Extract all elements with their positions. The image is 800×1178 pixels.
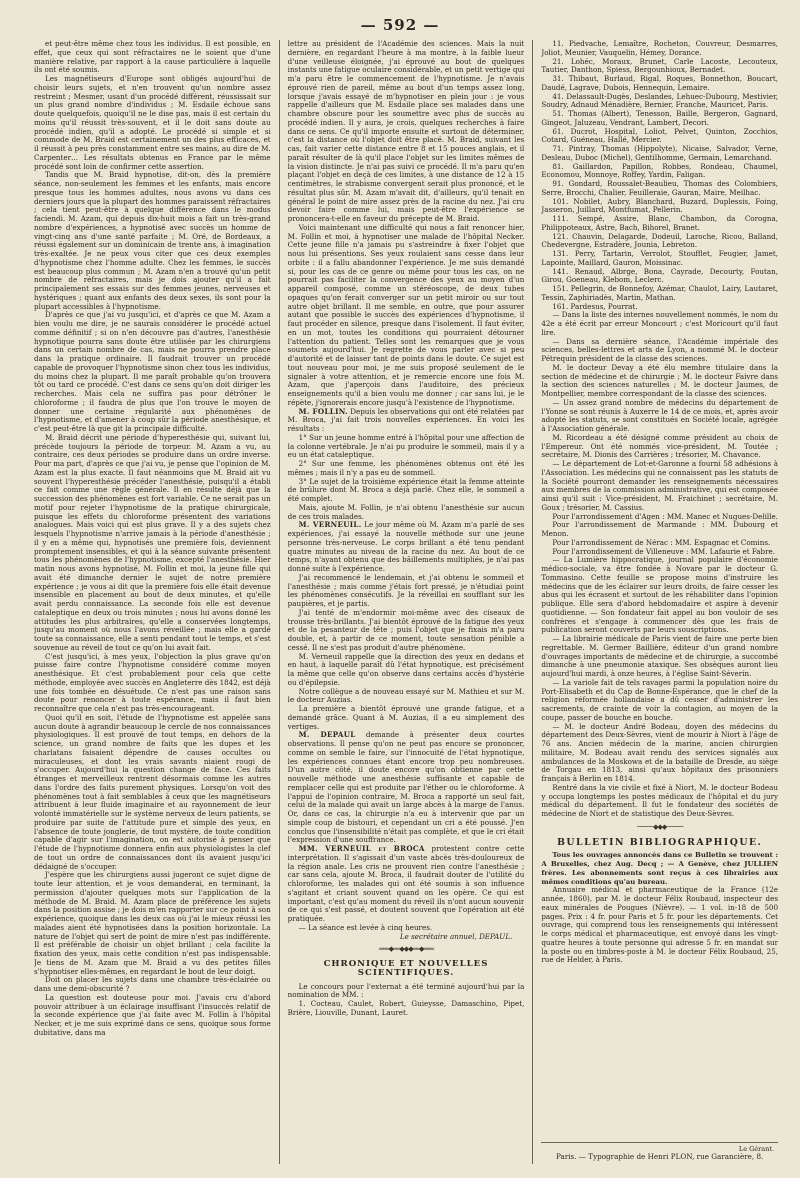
broca-speech — [288, 40, 525, 408]
column1-paragraph-6: C'est jusqu'ici, à mes yeux, l'objection la plus grave qu'on puisse faire contre l'hypnotisme considéré comme moyen anesthésique. Et c'est probablement pour cela que cette méthode, employée avec succès en Angleterre dès 1842, est déjà une fois tombée en désuétude. Ce n'est pas une raison sans doute pour renoncer à toute espérance, mais il faut bien reconnaître que cela n'est pas très-encourageant. — [34, 651, 271, 713]
column1-paragraph-5: M. Braid décrit une période d'hyperesthésie qui, suivant lui, précède toujours la période de torpeur. M. Azam a vu, au contraire, ces deux périodes se produire dans un ordre inverse. Pour ma part, d'après ce que j'ai vu, je pense que l'opinion de M. Azam est la plus exacte. Il faut néanmoins que M. Braid ait vu souvent l'hyperesthésie précéder l'anesthésie, puisqu'il a établi ce fait comme une règle générale. Il en résulte déjà que la succession des phénomènes est fort variable. Ce ne serait pas un motif pour rejeter l'hypnotisme de la pratique chirurgicale, puisque les effets du chloroforme présentent des variations analogues. Mais voici qui est plus grave. Il y a des sujets chez lesquels l'hypnotisme n'arrive jamais à la période d'anesthésie ; il y en a même qui, hypnotisés une première fois, deviennent promptement insensibles, et qui à la séance suivante présentent tous les phénomènes de l'hypnotisme, excepté l'anesthésie. Hier matin nous avons hypnotisé, M. Follin et moi, la jeune fille qui avait été dimanche dernier le sujet de notre première expérience ; je vous ai dit que la première fois elle était devenue insensible en placement au bout de deux minutes, et qu'elle avait perdu connaissance. La seconde fois elle est devenue cataleptique en deux ou trois minutes ; nous lui avons donné les attitudes les plus arbitraires, qu'elle a conservées longtemps, jusqu'au moment où nous l'avons réveillée ; mais elle a gardé toute sa connaissance, elle a senti pendant tout le temps, et s'est souvenue au réveil de tout ce qu'on lui avait fait. — [34, 432, 271, 652]
depaul-para: M. DEPAUL demande à présenter deux courtes observations. Il pense qu'on ne peut pas encore se prononcer, comme on semble le faire, sur l'innocuité de l'état hypnotique, les expériences connues étant encore trop peu nombreuses. D'un autre côté, il doute encore qu'on obtienne par cette nouvelle méthode une anesthésie suffisante et capable de remplacer celle qui est produite par l'éther ou le chloroforme. A l'appui de l'opinion contraire, M. Broca a rapporté un seul fait, celui de la malade qui avait un large abcès à la marge de l'anus. Or, dans ce cas, la chirurgie n'a eu à intervenir que par un simple coup de bistouri, et cependant un cri a été poussé. J'en conclus que l'insensibilité n'était pas complète, et que le cri était l'expression d'une souffrance. — [287, 730, 525, 845]
column3-paragraph-10: 101. Nobilet, Aubry, Blanchard, Buzard, Duplessis, Foing, Jasseron, Juillard, Montfumat, Pellerin. — [541, 196, 779, 215]
gerant-label: Le Gérant. — [738, 1144, 775, 1153]
verneuil-intro: M. VERNEUIL. Le jour même où M. Azam m'a parlé de ses expériences, j'ai essayé la nouvelle méthode sur une jeune personne très-nerveuse. Le corps brillant a été tenu pendant quatre minutes au niveau de la racine du nez. Au bout de ce temps, n'ayant obtenu que des bâillements multipliés, je n'ai pas donné suite à l'expérience. — [287, 520, 525, 573]
chronicle-intro: Le concours pour l'externat a été terminé aujourd'hui par la nomination de MM. : — [287, 981, 525, 1000]
column3-paragraph-21: M. Ricordeau a été désigné comme président au choix de l'Empereur. Ont été nommés vice-président, M. Toutée ; secrétaire, M. Dionis des Carrières ; trésorier, M. Chavance. — [541, 432, 779, 460]
column3-paragraph-14: 141. Renaud, Albrge, Bona, Cayrade, Decourty, Foutan, Girou, Goeneau, Klebom, Leclerc. — [541, 266, 779, 285]
verneuil-para-4: M. Verneuil rappelle que la direction des yeux en dedans et en haut, à laquelle paraît dû l'état hypnotique, est précisément la même que celle qu'on observe dans certains accès d'hystérie ou d'épilepsie. — [287, 651, 525, 687]
column3-paragraph-29: — La variole fait de tels ravages parmi la population noire du Port-Elisabeth et du Cap de Bonne-Espérance, que le chef de la religion réformée hollandaise a dû cesser d'administrer les sacrements, de crainte de voir la contagion, au moyen de la coupe, passer de bouche en bouche. — [541, 677, 779, 722]
closing-line: — La séance est levée à cinq heures. — [298, 922, 433, 932]
follin-item-1: 1° Sur un jeune homme entré à l'hôpital pour une affection de la colonne vertébrale. Je n'ai pu produire le sommeil, mais il y a eu un état cataleptique. — [287, 432, 525, 460]
verneuil-para-5: Notre collègue a de nouveau essayé sur M. Mathieu et sur M. le docteur Auzias. — [287, 686, 525, 705]
column1-paragraph-2: Les magnétiseurs d'Europe sont obligés aujourd'hui de choisir leurs sujets, et n'en trouvent qu'un nombre assez restreint ; Mesmer, usant d'un procédé différent, réussissait sur un plus grand nombre d'individus ; M. Esdaile échoue sans doute quelquefois, quoiqu'il ne le dise pas, mais il est certain du moins qu'il réussit très-souvent, et il le doit sans doute au procédé indien, qu'il a adopté. Le procédé si simple et si commode de M. Braid est certainement un des plus efficaces, et il réussit à peu près constamment entre ses mains, au dire de M. Carpenter… Les résultats obtenus en France par le même procédé sont loin de confirmer cette assertion. — [34, 74, 271, 171]
printer-line: Paris. — Typographie de Henri PLON, rue Garancière, 8. — [556, 1152, 764, 1162]
columns — [34, 40, 778, 1164]
column3-paragraph-7: 71. Pintray, Thomas (Hippolyte), Nicaise, Salvador, Verne, Desleau, Duboc (Michel), Gentilhomme, Germain, Lemarchand. — [541, 144, 779, 162]
column3-paragraph-25: Pour l'arrondissement de Nérac : MM. Espagnac et Comins. — [552, 537, 771, 547]
column3-paragraph-9: 91. Gondard, Roussalet-Beaulieu, Thomas des Colombiers, Serre, Brocchi, Chalier, Feuilleraie, Gauran, Maire, Meilhac. — [541, 179, 779, 197]
column-3-text — [541, 40, 778, 1136]
chronicle-title: CHRONIQUE ET NOUVELLES SCIENTIFIQUES. — [323, 959, 489, 978]
follin-intro: M. FOLLIN. Depuis les observations qui ont été relatées par M. Broca, j'ai fait trois nouvelles expériences. En voici les résultats : — [287, 406, 525, 433]
column3-paragraph-18: — Dans sa dernière séance, l'Académie impériale des sciences, belles-lettres et arts de Lyon, a nommé M. le docteur Pétrequin président de la classe des sciences. — [541, 336, 779, 363]
column3-paragraph-22: — Le département de Lot-et-Garonne a fourni 58 adhésions à l'Association. Les médecins qui ne connaissent pas les statuts de la Société pourront demander les renseignements nécessaires aux membres de la commission administrative, qui est composée ainsi qu'il suit : Vice-président, M. Fraichinet ; secrétaire, M. Goux ; trésorier, M. Cassius. — [541, 459, 779, 512]
column3-paragraph-31: Rentré dans la vie civile et fixé à Niort, M. le docteur Bodeau y occupa longtemps les postes médicaux de l'hôpital et du jury médical du département. Il fut le fondateur des sociétés de médecine de Niort et de statistique des Deux-Sèvres. — [541, 782, 779, 818]
verneuil-para-2: J'ai recommencé le lendemain, et j'ai obtenu le sommeil et l'anesthésie ; mais comme j'étais fort pressé, je n'étudiai point les phénomènes consécutifs. Je la réveillai en soufflant sur les paupières, et je partis. — [287, 572, 525, 608]
column3-paragraph-1: 11. Piedvache, Lemaître, Rocheton, Couvreur, Desmarres, Joliot, Meunier, Vauquelin, Hémey, Dorance. — [541, 40, 779, 57]
column-divider — [532, 40, 533, 1164]
column3-paragraph-3: 31. Thibaut, Burlaud, Rigal, Roques, Bonnethon, Boucart, Daudé, Lagrave, Dubois, Hennequin, Lemaire. — [541, 74, 779, 92]
column3-paragraph-30: — M. le docteur André Bodeau, doyen des médecins du département des Deux-Sèvres, vient de mourir à Niort à l'âge de 76 ans. Ancien médecin de la marine, ancien chirurgien militaire, M. Bodeau avait rendu des services signalés aux ambulances de la Moskowa et de la bataille de Dresde, au siège de Torgau en 1813, ainsi qu'aux hôpitaux des prisonniers français à Berlin en 1814. — [541, 721, 779, 783]
column3-paragraph-24: Pour l'arrondissement de Marmande : MM. Dubourg et Menon. — [541, 520, 779, 538]
speaker-verneuil-broca: MM. VERNEUIL et BROCA — [298, 844, 425, 853]
column3-paragraph-11: 111. Sempé, Assire, Blanc, Chambon, da Corogna, Philippoteaux, Astre, Bach, Bihorel, Branet. — [541, 214, 779, 232]
column-1 — [34, 40, 271, 1164]
column2-paragraph-2: Voici maintenant une difficulté qui nous a fait renoncer hier, M. Follin et moi, à hypnotiser une malade de l'hôpital Necker. Cette jeune fille n'a jamais pu s'astreindre à fixer l'objet que nous lui présentions. Ses yeux roulaient sans cesse dans leur orbite : il a fallu abandonner l'expérience. Je me suis demandé si, pour les cas de ce genre ou même pour tous les cas, on ne pourrait pas faciliter la convergence des yeux au moyen d'un appareil composé, comme un stéréoscope, de deux tubes opaques qu'on ferait converger sur un petit miroir ou sur tout autre objet brillant. Il me semble, en outre, que pour assurer autant que possible le succès des expériences d'hypnotisme, il faut procéder en silence, presque dans l'isolement. Il faut éviter, en un mot, toutes les conditions qui pourraient détourner l'attention du patient. Telles sont les remarques que je vous soumets aujourd'hui. Je regrette de vous parler avec si peu d'autorité et de laisser tant de points dans le doute. Ce sujet est tout nouveau pour moi, je me suis proposé seulement de le signaler à votre attention, et je remercie encore une fois M. Azam, que j'aperçois dans l'auditoire, des précieux enseignements qu'il a bien voulu me donner ; car sans lui, je le répète, j'ignorerais encore jusqu'à l'existence de l'hypnotisme. — [287, 222, 525, 407]
column1-paragraph-10: La question est douteuse pour moi. J'avais cru d'abord pouvoir attribuer à un éclairage insuffisant l'insuccès relatif de la seconde expérience que j'ai faite avec M. Follin à l'hôpital Necker, et je me suis exprimé dans ce sens, quoique sous forme dubitative, dans ma — [34, 992, 271, 1037]
bulletin-entry: Annuaire médical et pharmaceutique de la France (12e année, 1860), par M. le docteur Félix Roubaud, inspecteur des eaux minérales de Pougues (Nièvre). — 1 vol. in-18 de 500 pages. Prix : 4 fr. pour Paris et 5 fr. pour les départements. Cet ouvrage, qui comprend tous les renseignements qui intéressent le corps médical et pharmaceutique, est envoyé dans les vingt-quatre heures à toute personne qui adresse 5 fr. en mandat sur la poste ou en timbres-poste à M. le docteur Félix Roubaud, 25, rue de Helder, à Paris. — [541, 885, 779, 965]
verneuil-para-3: J'ai tenté de m'endormir moi-même avec des ciseaux de trousse très-brillants. J'ai bientôt éprouvé de la fatigue des yeux et de la pesanteur de tête ; puis l'objet que je fixais m'a paru double, et, à partir de ce moment, toute sensation pénible a cessé. Il ne s'est pas produit d'autre phénomène. — [287, 607, 525, 652]
news-list — [541, 40, 778, 819]
column1-paragraph-3: Tandis que M. Braid hypnotise, dit-on, dès la première séance, non-seulement les femmes et les enfants, mais encore presque tous les hommes adultes, nous avons vu dans ces derniers jours que la plupart des hommes paraissent réfractaires ; cela tient peut-être à quelque différence dans le modus faciendi. M. Azam, qui depuis dix-huit mois a fait un très-grand nombre d'expériences, a hypnotisé avec succès un homme de vingt-cinq ans d'une santé parfaite ; M. Oré, de Bordeaux, a réussi également sur un dominicain de trente ans, à imagination très-exaltée. Je ne peux vous citer que ces deux exemples d'hypnotisme chez l'homme adulte. Chez les femmes, le succès est beaucoup plus commun ; M. Azam n'en a trouvé qu'un petit nombre de réfractaires, mais je dois ajouter qu'il a fait principalement ses essais sur des femmes jeunes, nerveuses et hystériques ; quant aux enfants des deux sexes, ils sont pour la plupart accessibles à l'hypnotisme. — [34, 170, 271, 311]
follin-item-3: 3° Le sujet de la troisième expérience était la femme atteinte de brûlure dont M. Broca a déjà parlé. Chez elle, le sommeil a été complet. — [287, 476, 525, 503]
column-divider — [279, 40, 280, 1164]
column3-paragraph-26: Pour l'arrondissement de Villeneuve : MM. Lafaurie et Fabre. — [552, 546, 776, 556]
secretary-signature: Le secrétaire annuel, DEPAUL. — [399, 931, 513, 941]
column3-paragraph-28: — La librairie médicale de Paris vient de faire une perte bien regrettable. M. Germer Baillière, éditeur d'un grand nombre d'ouvrages importants de médecine et de chirurgie, a succombé dimanche à une pneumonie ataxique. Ses obsèques auront lieu aujourd'hui mardi, à onze heures, à l'église Saint-Séverin. — [541, 634, 779, 678]
column1-paragraph-1: et peut-être même chez tous les individus. Il est possible, en effet, que ceux qui sont réfractaires ne le soient que d'une manière relative, par rapport à la cause particulière à laquelle ils ont été soumis. — [34, 40, 271, 75]
bulletin-title: BULLETIN BIBLIOGRAPHIQUE. — [557, 836, 763, 848]
page-footer — [541, 1142, 778, 1163]
speaker-verneuil: M. VERNEUIL. — [298, 520, 362, 530]
column2-paragraph-1: lettre au président de l'Académie des sciences. Mais la nuit dernière, en regardant l'heure à ma montre, à la faible lueur d'une veilleuse éloignée, j'ai éprouvé au bout de quelques instants une fatigue oculaire considérable, et un petit vertige qui m'a paru être le commencement de l'hypnotisme. Je n'avais éprouvé rien de pareil, même au bout d'un temps assez long, lorsque j'avais essayé de m'hypnotiser en plein jour : je vous rappelle d'ailleurs que M. Esdaile place ses malades dans une chambre obscure pour les soumettre avec plus de succès au procédé indien. Il y aura, je crois, quelques recherches à faire dans ce sens. Ce qu'il importe ensuite et surtout de déterminer, c'est la distance où l'objet doit être placé. M. Braid, suivant les cas, fait varier cette distance entre 8 et 15 pouces anglais, et il paraît résulter de là qu'il place l'objet sur les limites mêmes de la vision distincte. Je n'ai pas suivi ce procédé. Il m'a paru qu'en plaçant l'objet en deçà de ces limites, à une distance de 12 à 15 centimètres, le strabisme convergent serait plus prononcé, et le résultat plus sûr. M. Azam m'avait dit, d'ailleurs, qu'il tenait en général le point de mire assez près de la racine du nez. J'ai cru devoir faire comme lui, mais peut-être l'expérience se prononcera-t-elle en faveur du précepte de M. Braid. — [287, 40, 525, 223]
column3-paragraph-12: 121. Chauvin, Delagarde, Dodeuil, Laroche, Ricou, Balland, Chedevergne, Estradère, Jounia, Lebreton. — [541, 231, 779, 250]
column3-paragraph-17: — Dans la liste des internes nouvellement nommés, le nom du 42e a été écrit par erreur Moncourt ; c'est Moricourt qu'il faut lire. — [541, 310, 779, 337]
column1-paragraph-9: Doit on placer les sujets dans une chambre très-éclairée ou dans une demi-obscurité ? — [34, 975, 271, 993]
column3-paragraph-27: — La Lumière hippocratique, journal populaire d'économie médico-sociale, va être fondée à Novare par le docteur G. Tommasino. Cette feuille se propose moins d'instruire les médecins que de les éclairer sur leurs droits, de faire cesser les abus qui les écrasent et surtout de les réhabiliter dans l'opinion publique. Elle sera d'abord hebdomadaire et aspire à devenir quotidienne. — Son fondateur fait appel au bon vouloir de ses confrères et s'engage à commencer dès que les frais de publication seront couverts par leurs souscriptions. — [541, 555, 779, 635]
column3-paragraph-13: 131. Perry, Tartarin, Verrolot, Stoufflet, Feugier, Jamet, Lapointe, Maillard, Gauron, Moissinac. — [541, 249, 779, 267]
verneuil-broca-para: MM. VERNEUIL et BROCA protestent contre cette interprétation. Il s'agissait d'un vaste abcès très-douloureux de la région anale. Les cris ne prouvent rien contre l'anesthésie ; car sans cela, ajoute M. Broca, il faudrait douter de l'utilité du chloroforme, les malades qui ont été soumis à son influence s'agitant et criant souvent quand on les opère. Ce qui est important, c'est qu'au moment du réveil ils n'ont aucun souvenir de ce qui s'est passé, et doutent souvent que l'opération ait été pratiquée. — [287, 844, 525, 923]
column3-paragraph-19: M. le docteur Devay a été élu membre titulaire dans la section de médecine et de chirurgie ; M. le docteur Faivre dans la section des sciences naturelles ; M. le docteur Jaumes, de Montpellier, membre correspondant de la classe des sciences. — [541, 362, 779, 398]
column3-paragraph-16: 161. Pardesus, Pourrat. — [552, 301, 638, 311]
follin-item-2: 2° Sur une femme, les phénomènes obtenus ont été les mêmes ; mais il n'y a pas eu de sommeil. — [287, 459, 525, 477]
column1-paragraph-8: J'espère que les chirurgiens aussi jugeront ce sujet digne de toute leur attention, et je vous demanderai, en terminant, la permission d'ajouter quelques mots sur l'application de la méthode de M. Braid. M. Azam place de préférence les sujets dans la position assise ; je dois m'en rapporter sur ce point à son expérience, quoique dans les deux cas où j'ai le mieux réussi les malades aient été hypnotisées dans la position horizontale. La nature de l'objet qui sert de point de mire n'est pas indifférente. Il est préférable de choisir un objet brillant ; cela facilite la fixation des yeux, mais cette condition n'est pas indispensable. Je tiens de M. Azam que M. Braid a vu des petites filles s'hypnotiser elles-mêmes, en regardant le bout de leur doigt. — [34, 870, 271, 976]
column3-paragraph-4: 41. Delassault-Dugès, Deslandes, Lehuec-Dubourg, Mestivier, Soudry, Adnaud Ménadière, Bernier, Franche, Mauricet, Paris. — [541, 91, 779, 110]
column-3 — [541, 40, 778, 1164]
ornament-divider: ═══◆══◆◆◆══◆═══ — [378, 945, 434, 954]
page-number: — 592 — — [360, 16, 440, 34]
column1-paragraph-7: Quoi qu'il en soit, l'étude de l'hypnotisme est appelée sans aucun doute à agrandir beaucoup le cercle de nos connaissances physiologiques. Il est prouvé de tout temps, en dehors de la science, un grand nombre de faits que les dupes et les charlatans faisaient dépendre de causes occultes ou miraculeuses, et dont les vrais savants niaient rougi de s'occuper. Aujourd'hui la question change de face. Ces faits étranges et merveilleux rentrent désormais comme les autres dans l'ordre des faits purement physiques. Lorsqu'on voit des phénomènes tout à fait semblables à ceux que les magnétiseurs attribuent à leur fluide imaginaire et au rayonnement de leur volonté immatérielle sur le système nerveux de leurs patients, se produire par suite de l'attitude pure et simple des yeux, en l'absence de toute jonglerie, de tout mystère, de toute condition capable d'agir sur l'imagination, on est autorisé à penser que l'étude de l'hypnotisme donnera enfin aux physiologistes la clef de tout un ordre de connaissances dont ils avaient jusqu'ici dédaigné de s'occuper. — [34, 712, 271, 871]
ornament-divider-2: ─────◆◆◆───── — [637, 822, 683, 831]
column3-paragraph-5: 51. Thomas (Albert), Tenesson, Baille, Bergeron, Gagnard, Gingeot, Jaluzeau, Vendrant, Lambert, Decori. — [541, 109, 779, 127]
speaker-follin: M. FOLLIN. — [298, 406, 348, 416]
column3-paragraph-2: 21. Lohéc, Moraux, Brunet, Carle Lacoste, Lecouteux, Tautier, Danthon, Spiess, Bergounhioux, Bernadet. — [541, 56, 779, 75]
chronicle-names: 1. Cocteau, Caulet, Robert, Guieysse, Damaschino, Pipet, Brière, Liouville, Dunant, Lauret. — [287, 999, 525, 1017]
speaker-depaul: M. DEPAUL — [298, 730, 356, 740]
column-2 — [288, 40, 525, 1164]
column3-paragraph-15: 151. Pellegrin, de Bonnefoy, Azémar, Chaulot, Lairy, Lautaret, Tessin, Zaphiriadès, Martin, Mathan. — [541, 284, 779, 302]
column1-paragraph-4: D'après ce que j'ai vu jusqu'ici, et d'après ce que M. Azam a bien voulu me dire, je ne saurais considérer le procédé actuel comme définitif ; si on n'en découvre pas d'autres, l'anesthésie hypnotique pourra sans doute être utilisée par les chirurgiens dans un certain nombre de cas, mais ne pourra prendre place dans la pratique ordinaire. Il faudrait trouver un procédé capable de provoquer l'hypnotisme sinon chez tous les individus, du moins chez la plupart. Il me paraît probable qu'on trouvera tôt ou tard ce procédé. C'est dans ce sens qu'on doit diriger les recherches. Mais cela ne suffira pas pour détrôner le chloroforme ; il faudra de plus que l'on trouve le moyen de donner une certaine régularité aux phénomènes de l'hypnotisme, et d'amener à coup sûr la période anesthésique, et c'est peut-être là que git la principale difficulté. — [34, 310, 271, 433]
column3-paragraph-23: Pour l'arrondissement d'Agen : MM. Manec et Nugues-Delille. — [552, 511, 778, 521]
follin-after: Mais, ajoute M. Follin, je n'ai obtenu l'anesthésie sur aucun de ces trois malades. — [287, 502, 525, 521]
column3-paragraph-20: — Un assez grand nombre de médecins du département de l'Yonne se sont réunis à Auxerre le 14 de ce mois, et, après avoir adopté les statuts, se sont constitués en Société locale, agrégée à l'Association générale. — [541, 397, 779, 433]
verneuil-para-6: La première a bientôt éprouvé une grande fatigue, et a demandé grâce. Quant à M. Auzias, il a eu simplement des vertiges. — [287, 704, 525, 731]
bulletin-head: Tous les ouvrages annoncés dans ce Bulletin se trouvent : A Bruxelles, chez Aug. Decq ; — A Genève, chez JULLIEN frères. Les abonnements sont reçus à ces librairies aux mêmes conditions qu'au bureau. — [541, 851, 779, 886]
column3-paragraph-6: 61. Ducrot, Hospital, Loliot, Pelvet, Quinton, Zocchios, Cotard, Guéneau, Hallé, Mercier. — [541, 126, 779, 145]
column3-paragraph-8: 81. Gaillardon, Papillon, Robbes, Rondeau, Chaumel, Economou, Monnoye, Roffey, Yardin, Faligan. — [541, 161, 779, 180]
